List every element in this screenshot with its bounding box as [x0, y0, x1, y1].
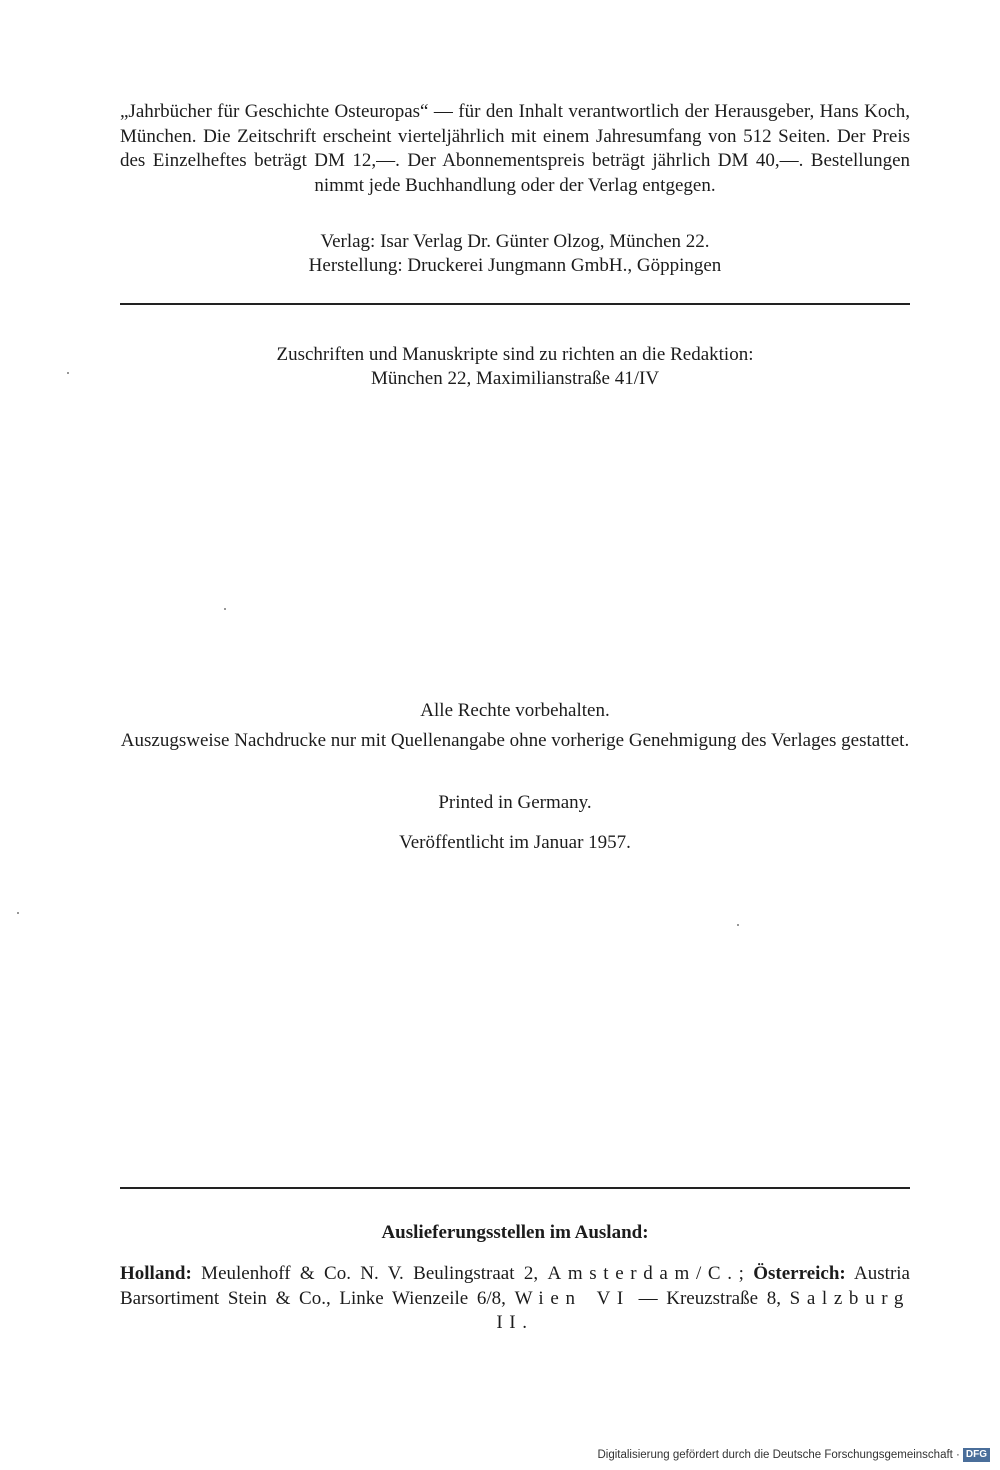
top-divider	[120, 303, 910, 305]
holland-label: Holland:	[120, 1263, 192, 1284]
kreuzstrasse-address: — Kreuzstraße 8,	[629, 1287, 790, 1309]
austria-address: Austria Barsortiment Stein & Co., Linke Wienzeile 6/8,	[120, 1263, 910, 1309]
separator: ;	[738, 1263, 754, 1284]
distribution-paragraph	[120, 1262, 910, 1336]
redaction-address: München 22, Maximilianstraße 41/IV	[370, 368, 660, 389]
salzburg-city: Salzburg II.	[496, 1287, 911, 1333]
bottom-divider	[120, 1187, 910, 1189]
digitization-footer	[597, 1448, 990, 1462]
printed-in-germany: Printed in Germany.	[438, 792, 592, 813]
scan-speck	[17, 912, 19, 914]
publication-date: Veröffentlicht im Januar 1957.	[399, 832, 631, 853]
scan-speck	[224, 608, 226, 610]
publisher-line: Verlag: Isar Verlag Dr. Günter Olzog, München 22.	[320, 231, 710, 252]
imprint-paragraph: „Jahrbücher für Geschichte Osteuropas“ — für den Inhalt verantwortlich der Herausgeber, Hans Koch, München. Die Zeitschrift erscheint vierteljährlich mit einem Jahresumfang von 512 Seiten. Der Preis des Einzelheftes beträgt DM 12,—. Der Abonnementspreis beträgt jährlich DM 40,—. Bestellungen nimmt jede Buchhandlung oder der Verlag entgegen.	[120, 101, 910, 196]
reprint-notice: Auszugsweise Nachdrucke nur mit Quellenangabe ohne vorherige Genehmigung des Verlages gestattet.	[120, 730, 910, 751]
dfg-logo: DFG	[963, 1448, 990, 1462]
scan-speck	[67, 372, 69, 374]
printer-line: Herstellung: Druckerei Jungmann GmbH., Göppingen	[308, 255, 722, 276]
scan-speck	[737, 924, 739, 926]
austria-label: Österreich:	[753, 1263, 846, 1284]
holland-address: Meulenhoff & Co. N. V. Beulingstraat 2,	[191, 1263, 548, 1284]
distribution-heading: Auslieferungsstellen im Ausland:	[381, 1222, 649, 1243]
amsterdam-city: Amsterdam/C.	[547, 1263, 739, 1284]
redaction-address-heading: Zuschriften und Manuskripte sind zu richten an die Redaktion:	[276, 344, 754, 365]
digitization-note: Digitalisierung gefördert durch die Deutsche Forschungsgemeinschaft ·	[597, 1449, 960, 1461]
wien-city: Wien VI	[514, 1287, 630, 1309]
rights-reserved: Alle Rechte vorbehalten.	[420, 700, 610, 721]
